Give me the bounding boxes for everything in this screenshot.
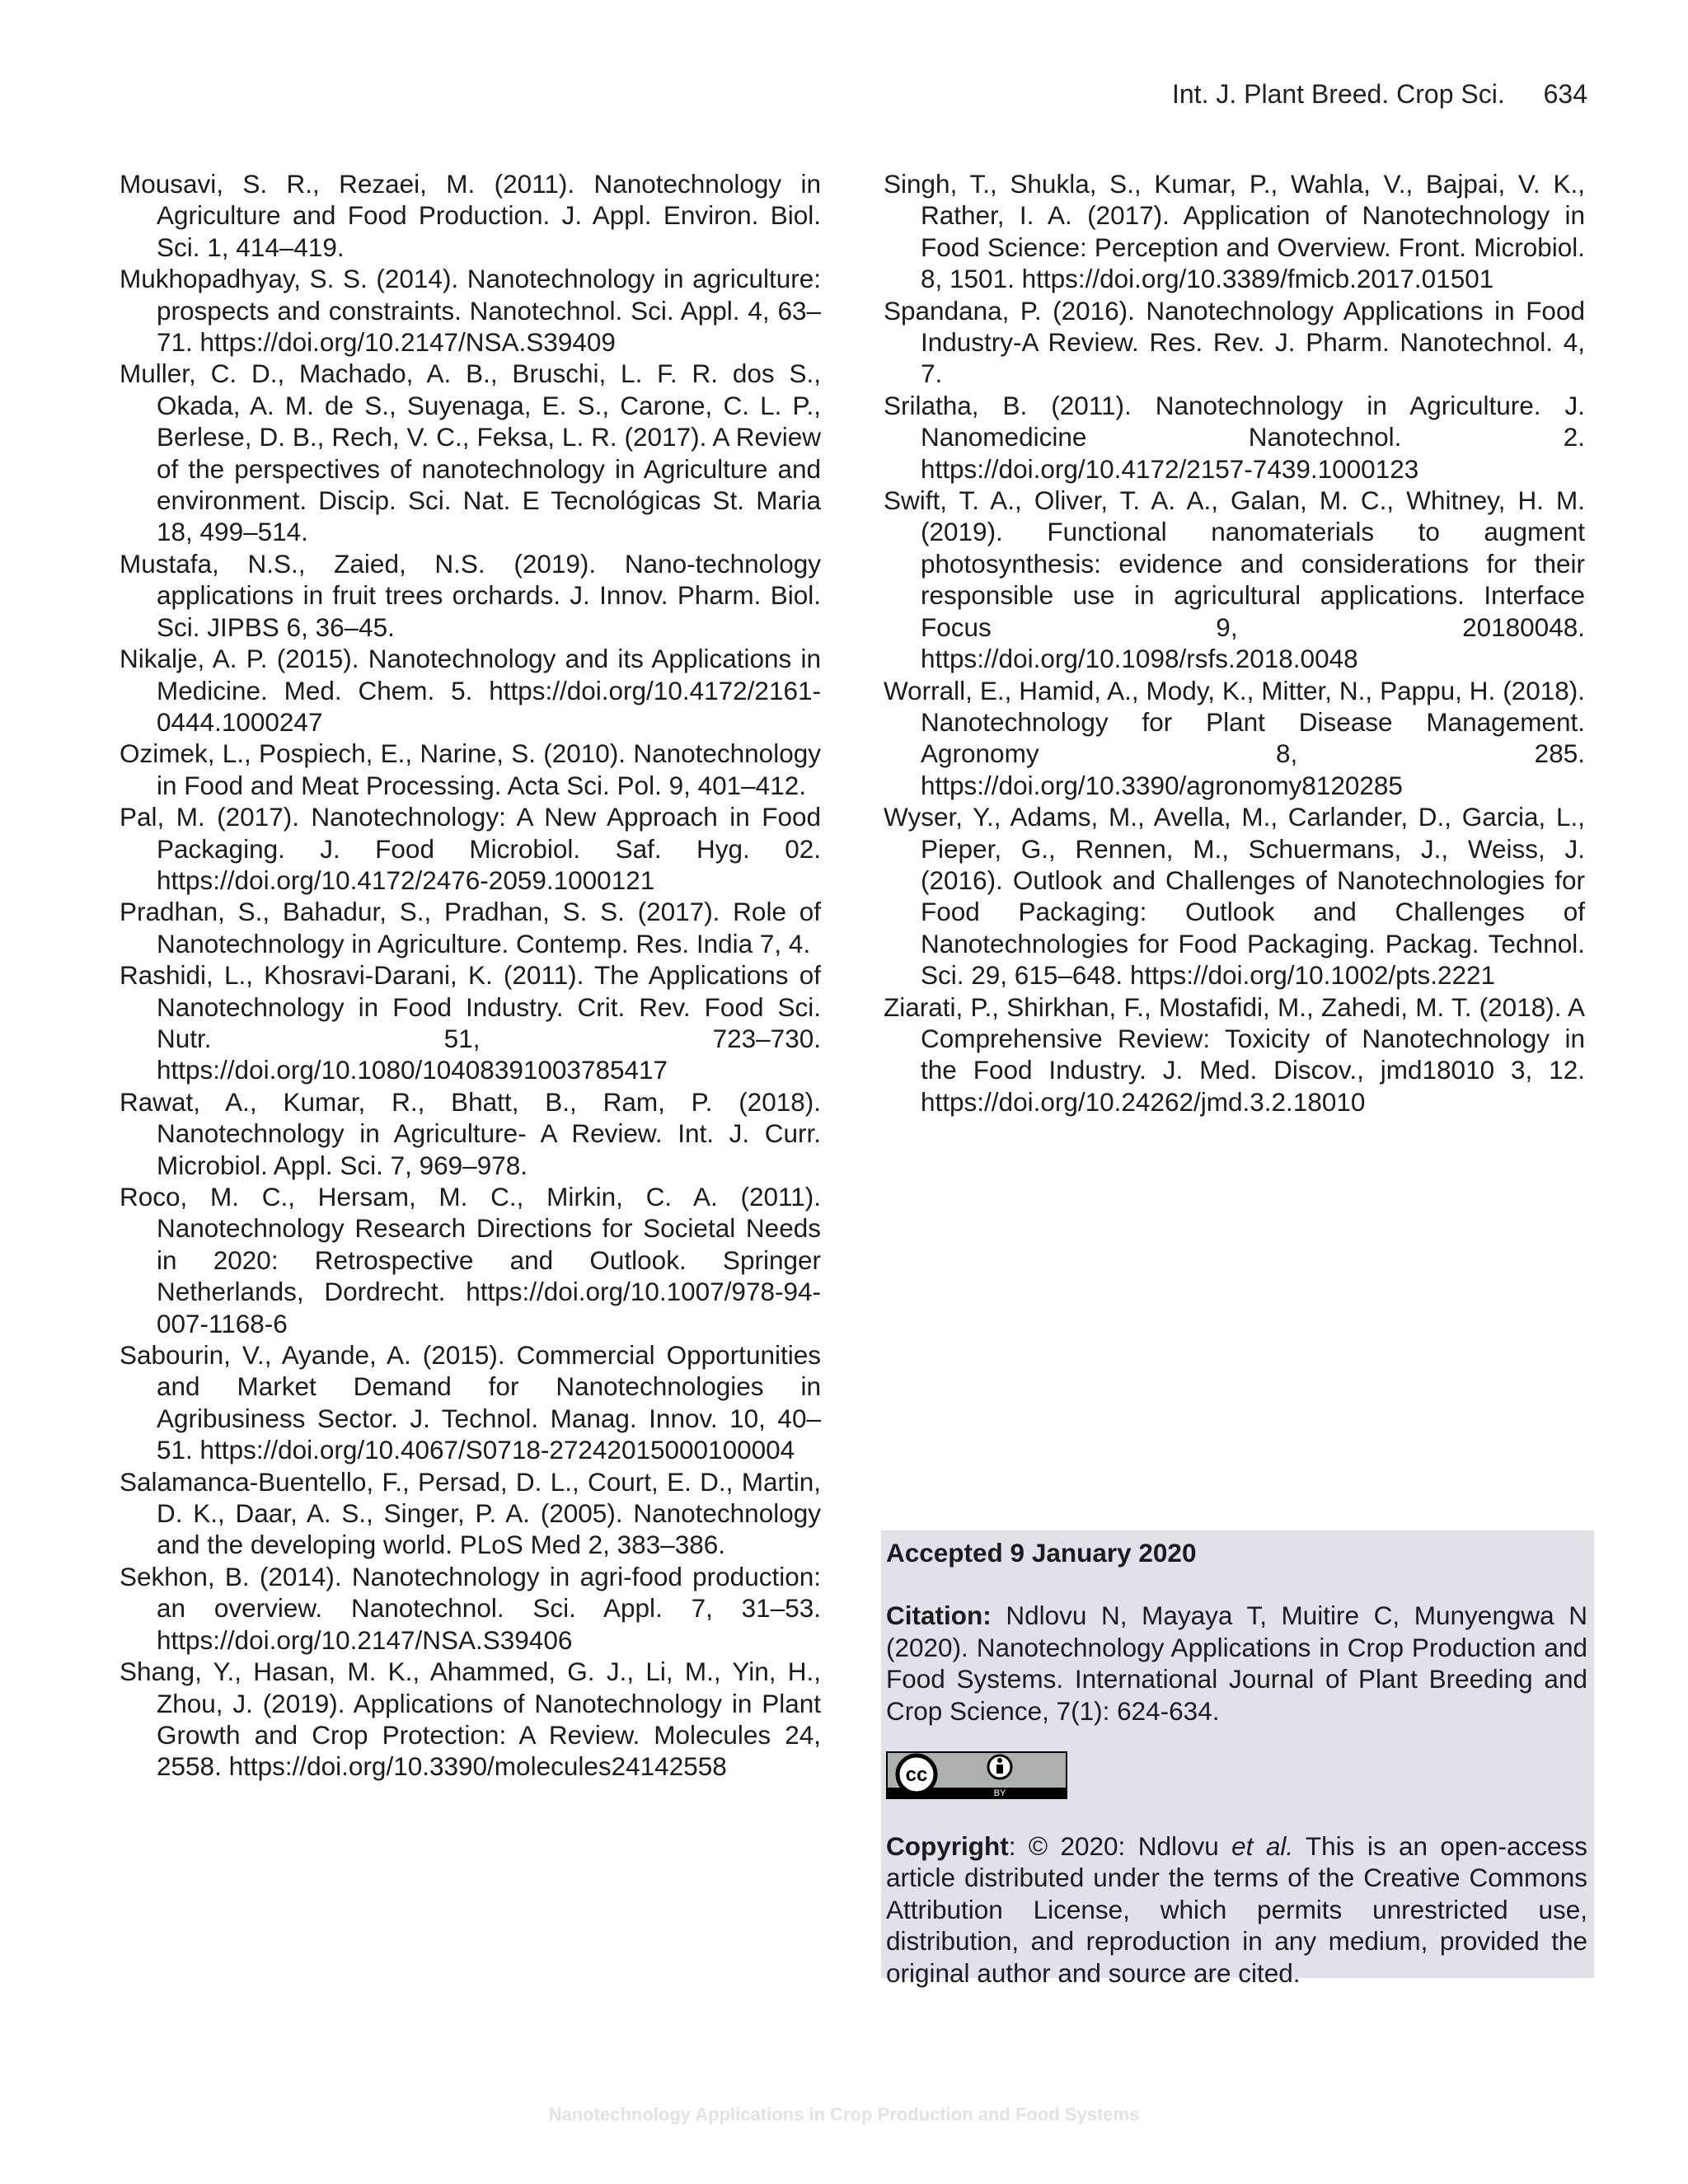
- reference-item: Sabourin, V., Ayande, A. (2015). Commercial Opportunities and Market Demand for Nanotechnologies in Agribusiness Sector. J. Technol. Manag. Innov. 10, 40–51. https://doi.org/10.4067/S0718-27242015000100004: [120, 1340, 821, 1465]
- copyright-label: Copyright: [886, 1831, 1009, 1862]
- page-number: 634: [1543, 79, 1587, 109]
- reference-item: Swift, T. A., Oliver, T. A. A., Galan, M. C., Whitney, H. M. (2019). Functional nanomaterials to augment photosynthesis: evidence and considerations for their responsible use in agricultural applications. Interface Focus 9, 20180048. https://doi.org/10.1098/rsfs.2018.0048: [884, 485, 1585, 674]
- page-footer: Nanotechnology Applications in Crop Production and Food Systems: [548, 2104, 1140, 2125]
- reference-item: Nikalje, A. P. (2015). Nanotechnology and its Applications in Medicine. Med. Chem. 5. https://doi.org/10.4172/2161-0444.1000247: [120, 644, 821, 737]
- copyright-text-end: This is an open-access article distributed under the terms of the Creative Commons Attribution License, which permits unrestricted use, distribution, and reproduction in any medium, provided the original author and source are cited.: [886, 1831, 1587, 1988]
- references-right-column: [884, 168, 1585, 1118]
- journal-name: Int. J. Plant Breed. Crop Sci.: [1171, 79, 1505, 109]
- reference-item: Mousavi, S. R., Rezaei, M. (2011). Nanotechnology in Agriculture and Food Production. J. Appl. Environ. Biol. Sci. 1, 414–419.: [120, 169, 821, 262]
- reference-item: Pal, M. (2017). Nanotechnology: A New Approach in Food Packaging. J. Food Microbiol. Saf. Hyg. 02. https://doi.org/10.4172/2476-2059.1000121: [120, 802, 821, 895]
- article-info-box: [881, 1530, 1594, 1988]
- reference-item: Muller, C. D., Machado, A. B., Bruschi, L. F. R. dos S., Okada, A. M. de S., Suyenaga, E. S., Carone, C. L. P., Berlese, D. B., Rech, V. C., Feksa, L. R. (2017). A Review of the perspectives of nanotechnology in Agriculture and environment. Discip. Sci. Nat. E Tecnológicas St. Maria 18, 499–514.: [120, 359, 821, 547]
- copyright-notice: [886, 1830, 1587, 1989]
- citation: [886, 1600, 1587, 1727]
- reference-item: Rawat, A., Kumar, R., Bhatt, B., Ram, P. (2018). Nanotechnology in Agriculture- A Review. Int. J. Curr. Microbiol. Appl. Sci. 7, 969–978.: [120, 1086, 821, 1180]
- reference-item: Wyser, Y., Adams, M., Avella, M., Carlander, D., Garcia, L., Pieper, G., Rennen, M., Schuermans, J., Weiss, J. (2016). Outlook and Challenges of Nanotechnologies for Food Packaging: Outlook and Challenges of Nanotechnologies for Food Packaging. Packag. Technol. Sci. 29, 615–648. https://doi.org/10.1002/pts.2221: [884, 802, 1585, 991]
- reference-item: Singh, T., Shukla, S., Kumar, P., Wahla, V., Bajpai, V. K., Rather, I. A. (2017). Application of Nanotechnology in Food Science: Perception and Overview. Front. Microbiol. 8, 1501. https://doi.org/10.3389/fmicb.2017.01501: [884, 169, 1585, 294]
- reference-item: Ziarati, P., Shirkhan, F., Mostafidi, M., Zahedi, M. T. (2018). A Comprehensive Review: Toxicity of Nanotechnology in the Food Industry. J. Med. Discov., jmd18010 3, 12. https://doi.org/10.24262/jmd.3.2.18010: [884, 991, 1585, 1117]
- reference-item: Pradhan, S., Bahadur, S., Pradhan, S. S. (2017). Role of Nanotechnology in Agriculture. Contemp. Res. India 7, 4.: [120, 897, 821, 958]
- license-badge-label: BY: [993, 1788, 1006, 1799]
- reference-item: Roco, M. C., Hersam, M. C., Mirkin, C. A. (2011). Nanotechnology Research Directions for Societal Needs in 2020: Retrospective and Outlook. Springer Netherlands, Dordrecht. https://doi.org/10.1007/978-94-007-1168-6: [120, 1182, 821, 1338]
- accepted-date: Accepted 9 January 2020: [886, 1538, 1197, 1568]
- reference-item: Salamanca-Buentello, F., Persad, D. L., Court, E. D., Martin, D. K., Daar, A. S., Singer, P. A. (2005). Nanotechnology and the developing world. PLoS Med 2, 383–386.: [120, 1466, 821, 1560]
- reference-item: Spandana, P. (2016). Nanotechnology Applications in Food Industry-A Review. Res. Rev. J. Pharm. Nanotechnol. 4, 7.: [884, 295, 1585, 389]
- reference-item: Srilatha, B. (2011). Nanotechnology in Agriculture. J. Nanomedicine Nanotechnol. 2. https://doi.org/10.4172/2157-7439.1000123: [884, 390, 1585, 484]
- reference-item: Sekhon, B. (2014). Nanotechnology in agri-food production: an overview. Nanotechnol. Sci. Appl. 7, 31–53. https://doi.org/10.2147/NSA.S39406: [120, 1561, 821, 1655]
- references-left-column: [120, 168, 821, 1783]
- reference-item: Mukhopadhyay, S. S. (2014). Nanotechnology in agriculture: prospects and constraints. Nanotechnol. Sci. Appl. 4, 63–71. https://doi.org/10.2147/NSA.S39409: [120, 264, 821, 358]
- creative-commons-by-icon[interactable]: [886, 1751, 1067, 1799]
- citation-label: Citation:: [886, 1601, 992, 1631]
- copyright-text-start: : © 2020: Ndlovu: [1008, 1831, 1232, 1862]
- reference-item: Ozimek, L., Pospiech, E., Narine, S. (2010). Nanotechnology in Food and Meat Processing. Acta Sci. Pol. 9, 401–412.: [120, 738, 821, 800]
- svg-text:cc: cc: [905, 1764, 928, 1787]
- reference-item: Shang, Y., Hasan, M. K., Ahammed, G. J., Li, M., Yin, H., Zhou, J. (2019). Applications of Nanotechnology in Plant Growth and Crop Protection: A Review. Molecules 24, 2558. https://doi.org/10.3390/molecules24142558: [120, 1657, 821, 1782]
- reference-item: Rashidi, L., Khosravi-Darani, K. (2011). The Applications of Nanotechnology in Food Industry. Crit. Rev. Food Sci. Nutr. 51, 723–730. https://doi.org/10.1080/10408391003785417: [120, 960, 821, 1085]
- running-head: [1172, 79, 1587, 110]
- reference-item: Mustafa, N.S., Zaied, N.S. (2019). Nano-technology applications in fruit trees orchards. J. Innov. Pharm. Biol. Sci. JIPBS 6, 36–45.: [120, 548, 821, 642]
- reference-item: Worrall, E., Hamid, A., Mody, K., Mitter, N., Pappu, H. (2018). Nanotechnology for Plant Disease Management. Agronomy 8, 285. https://doi.org/10.3390/agronomy8120285: [884, 675, 1585, 800]
- citation-text: Ndlovu N, Mayaya T, Muitire C, Munyengwa N (2020). Nanotechnology Applications in Crop Production and Food Systems. International Journal of Plant Breeding and Crop Science, 7(1): 624-634.: [886, 1601, 1587, 1726]
- copyright-et-al: et al.: [1231, 1831, 1294, 1862]
